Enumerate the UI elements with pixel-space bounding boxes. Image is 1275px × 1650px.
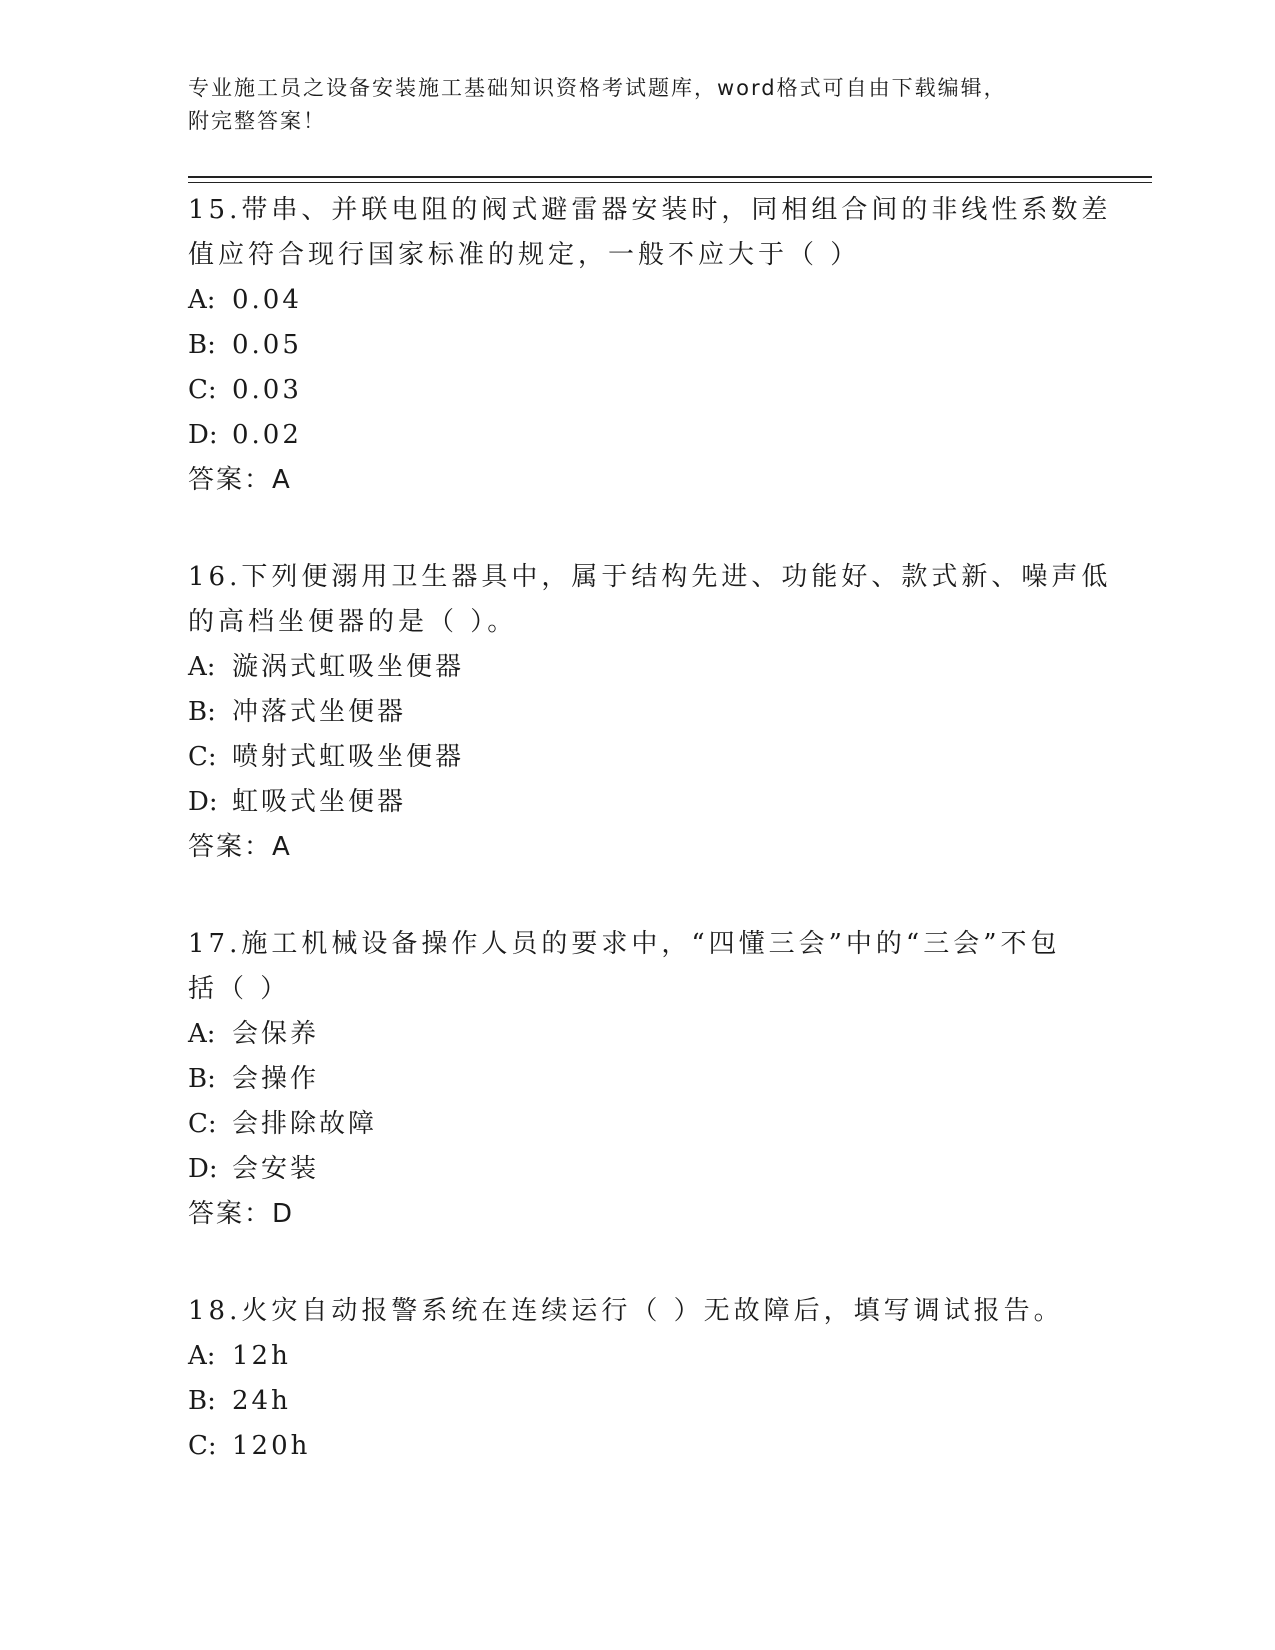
answer-line: 答案：D <box>188 1199 295 1229</box>
option-text: 会排除故障 <box>232 1109 378 1139</box>
option-c <box>188 1102 1088 1147</box>
option-text: 会安装 <box>232 1154 320 1184</box>
option-text: 喷射式虹吸坐便器 <box>232 742 465 772</box>
option-text: 120h <box>232 1431 311 1461</box>
header-line-1: 专业施工员之设备安装施工基础知识资格考试题库，word格式可自由下载编辑， <box>188 76 1007 100</box>
header-divider-thick <box>188 176 1152 178</box>
option-b <box>188 1057 1088 1102</box>
option-text: 24h <box>232 1386 291 1416</box>
question-15 <box>188 188 1112 503</box>
answer-line: 答案：A <box>188 465 292 495</box>
option-text: 会保养 <box>232 1019 320 1049</box>
option-d <box>188 413 1088 458</box>
option-text: 0.02 <box>232 420 302 450</box>
option-c <box>188 368 1088 413</box>
option-key: B: <box>188 697 216 727</box>
option-key: C: <box>188 375 217 405</box>
option-key: A: <box>188 285 216 315</box>
option-c <box>188 1424 1088 1469</box>
option-key: B: <box>188 330 216 360</box>
option-key: A: <box>188 1341 216 1371</box>
option-key: A: <box>188 652 216 682</box>
option-key: B: <box>188 1064 216 1094</box>
option-key: C: <box>188 1109 217 1139</box>
option-a <box>188 645 1088 690</box>
option-key: A: <box>188 1019 216 1049</box>
header-divider-thin <box>188 182 1152 183</box>
question-16 <box>188 555 1112 870</box>
question-stem-line: 的高档坐便器的是（ ）。 <box>188 607 518 637</box>
question-17 <box>188 922 1088 1237</box>
option-d <box>188 780 1088 825</box>
answer-line: 答案：A <box>188 832 292 862</box>
option-key: D: <box>188 420 218 450</box>
option-key: C: <box>188 742 217 772</box>
option-a <box>188 1334 1088 1379</box>
option-key: C: <box>188 1431 217 1461</box>
option-b <box>188 323 1088 368</box>
question-stem-line: 16.下列便溺用卫生器具中，属于结构先进、功能好、款式新、噪声低 <box>188 562 1112 592</box>
option-text: 虹吸式坐便器 <box>232 787 407 817</box>
option-b <box>188 1379 1088 1424</box>
option-a <box>188 278 1088 323</box>
question-stem-line: 括（ ） <box>188 974 291 1004</box>
option-text: 漩涡式虹吸坐便器 <box>232 652 465 682</box>
option-key: D: <box>188 787 218 817</box>
option-text: 0.05 <box>232 330 302 360</box>
option-text: 会操作 <box>232 1064 320 1094</box>
question-stem-line: 18.火灾自动报警系统在连续运行（ ）无故障后，填写调试报告。 <box>188 1296 1064 1326</box>
option-c <box>188 735 1088 780</box>
option-b <box>188 690 1088 735</box>
question-stem-line: 17.施工机械设备操作人员的要求中，“四懂三会”中的“三会”不包 <box>188 929 1061 959</box>
question-list <box>188 188 1112 1521</box>
option-d <box>188 1147 1088 1192</box>
question-18 <box>188 1289 1088 1469</box>
option-key: D: <box>188 1154 218 1184</box>
option-text: 0.04 <box>232 285 302 315</box>
document-header <box>188 72 1068 138</box>
option-key: B: <box>188 1386 216 1416</box>
option-a <box>188 1012 1088 1057</box>
question-stem-line: 15.带串、并联电阻的阀式避雷器安装时，同相组合间的非线性系数差 <box>188 195 1112 225</box>
question-stem-line: 值应符合现行国家标准的规定，一般不应大于（ ） <box>188 240 861 270</box>
option-text: 冲落式坐便器 <box>232 697 407 727</box>
option-text: 0.03 <box>232 375 302 405</box>
header-line-2: 附完整答案！ <box>188 109 326 133</box>
option-text: 12h <box>232 1341 291 1371</box>
